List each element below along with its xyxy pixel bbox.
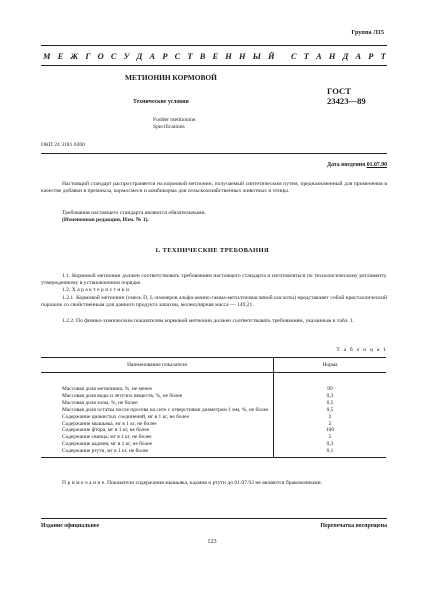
clause-1-2: 1.2. Х а р а к т е р и с т и к и [62,287,129,293]
heading-letter: А [355,52,362,61]
norm-value: 2 [328,420,332,427]
heading-letter: Е [212,52,219,61]
norm-value: 2 [328,413,332,420]
table-row [41,414,386,421]
heading-letter: Т [187,52,193,61]
introduction-date [327,162,387,168]
heading-letter: А [316,52,322,61]
norm-value: 0,5 [326,406,334,413]
page-number: 123 [207,538,217,545]
section-heading: 1. ТЕХНИЧЕСКИЕ ТРЕБОВАНИЯ [155,247,269,254]
english-subtitle: Specifications [153,124,185,130]
scope-paragraph: Настоящий стандарт распространяется на кормовой метионин, получаемый синтетическим путем, предназначенный для применения в качестве добавки в премиксы, кормосмеси и комбикорма для сельскохозяйственных животных и птицы. [41,181,387,195]
clause-1-2-2: 1.2.2. По физико-химическим показателям кормовой метионин должен соответствовать требованиям, указанным в табл. 1. [62,318,355,324]
indicator-name: Содержание свинца, мг в 1 кг, не более [41,434,274,441]
top-rule [41,45,387,46]
heading-letter: Ж [70,52,79,61]
heading-letter [282,52,284,61]
gost-code: 23423—89 [327,96,366,106]
table-row [41,407,386,414]
heading-letter: Р [162,52,168,61]
heading-letter: С [110,52,117,61]
heading-letter: С [290,52,297,61]
heading-rule [41,65,387,66]
indicator-name: Содержание фтора, мг в 1 кг, не более [41,427,274,434]
interstate-standard-heading [43,52,386,61]
table-row [41,448,386,457]
heading-letter: Г [85,52,91,61]
okp-code: ОКП 24 3181 0200 [41,142,85,148]
note-text: Показатели содержания мышьяка, кадмия и ртути до 01.07.92 не являются браковочными. [105,480,322,486]
heading-letter: Н [225,52,232,61]
footer-rule [41,518,387,519]
document-subtitle: Технические условия [133,99,189,105]
indicator-name: Содержание мышьяка, мг в 1 кг, не более [41,421,274,428]
english-title: Fodder methionine. [153,117,197,123]
table-note [41,480,387,487]
heading-letter: Е [57,52,64,61]
introduction-date-value: 01.07.90 [366,162,387,168]
heading-letter: Н [328,52,336,61]
heading-letter: Д [342,52,349,61]
reprint-prohibited-label: Перепечатка воспрещена [320,523,387,529]
title-block-rule [41,153,387,154]
mandatory-paragraph: Требования настоящего стандарта являются обязательными. [62,210,206,216]
heading-letter: Н [238,52,246,61]
indicator-name: Массовая доля золы, %, не более [41,400,274,407]
note-label: П р и м е ч а н и е. [62,480,106,486]
heading-letter: Т [303,52,309,61]
norm-value: 0,3 [326,392,334,399]
gost-label: ГОСТ [327,86,351,96]
table-header-row [41,358,386,373]
norm-value: 0,1 [274,448,387,457]
amendment-note: (Измененная редакция, Изм. № 1). [62,217,149,223]
table-row [41,393,386,400]
heading-letter: С [174,52,181,61]
table-row [41,400,386,407]
clause-1-1: 1.1. Кормовой метионин должен соответствовать требованиям настоящего стандарта и изготовляться по технологическому регламенту, утвержденному в установленном порядке. [41,273,387,287]
gost-number [327,86,366,106]
clause-1-2-1: 1.2.1. Кормовой метионин (смесь D, L-изомеров альфа-амино-гамма-метилтиомасляной кислоты) представляет собой кристаллический порошок со свойственным для данного продукта запахом, молекулярная масса — 149,21. [41,295,387,309]
product-title: МЕТИОНИН КОРМОВОЙ [125,73,217,82]
heading-letter: Ы [252,52,261,61]
table-caption: Т а б л и ц а 1 [336,347,387,353]
indicator-name: Массовая доля воды и летучих веществ, %, не более [41,393,274,400]
indicator-name: Содержание цианистых соединений, мг в 1 кг, не более [41,414,274,421]
heading-letter: В [199,52,206,61]
heading-letter: Й [268,52,275,61]
heading-letter: О [97,52,104,61]
heading-letter: Р [368,52,374,61]
norm-value: 100 [325,427,335,434]
indicator-name: Массовая доля метионина, %, не менее [41,386,274,393]
heading-letter: А [149,52,156,61]
indicator-name: Массовая доля остатка после просева на сите с отверстиями диаметром 1 мм, %, не более [41,407,274,414]
column-header-norm: Норма [274,358,387,373]
heading-letter: У [123,52,130,61]
norm-value: 5 [328,434,332,441]
column-header-indicator: Наименование показателя [41,358,274,373]
indicator-name: Содержание ртути, мг в 1 кг, не более [41,448,274,457]
norm-value: 99 [327,386,333,392]
table-row [41,386,386,393]
heading-letter: Д [136,52,143,61]
heading-letter: Т [380,52,386,61]
heading-letter: М [43,52,51,61]
indicator-name: Содержание кадмия, мг в 1 кг, не более [41,441,274,448]
introduction-date-label: Дата введения [327,162,366,168]
norm-value: 0,5 [326,399,334,406]
official-edition-label: Издание официальное [41,523,100,529]
norm-value: 0,3 [326,441,334,448]
group-code: Группа Л15 [351,29,384,36]
requirements-table [41,357,386,458]
